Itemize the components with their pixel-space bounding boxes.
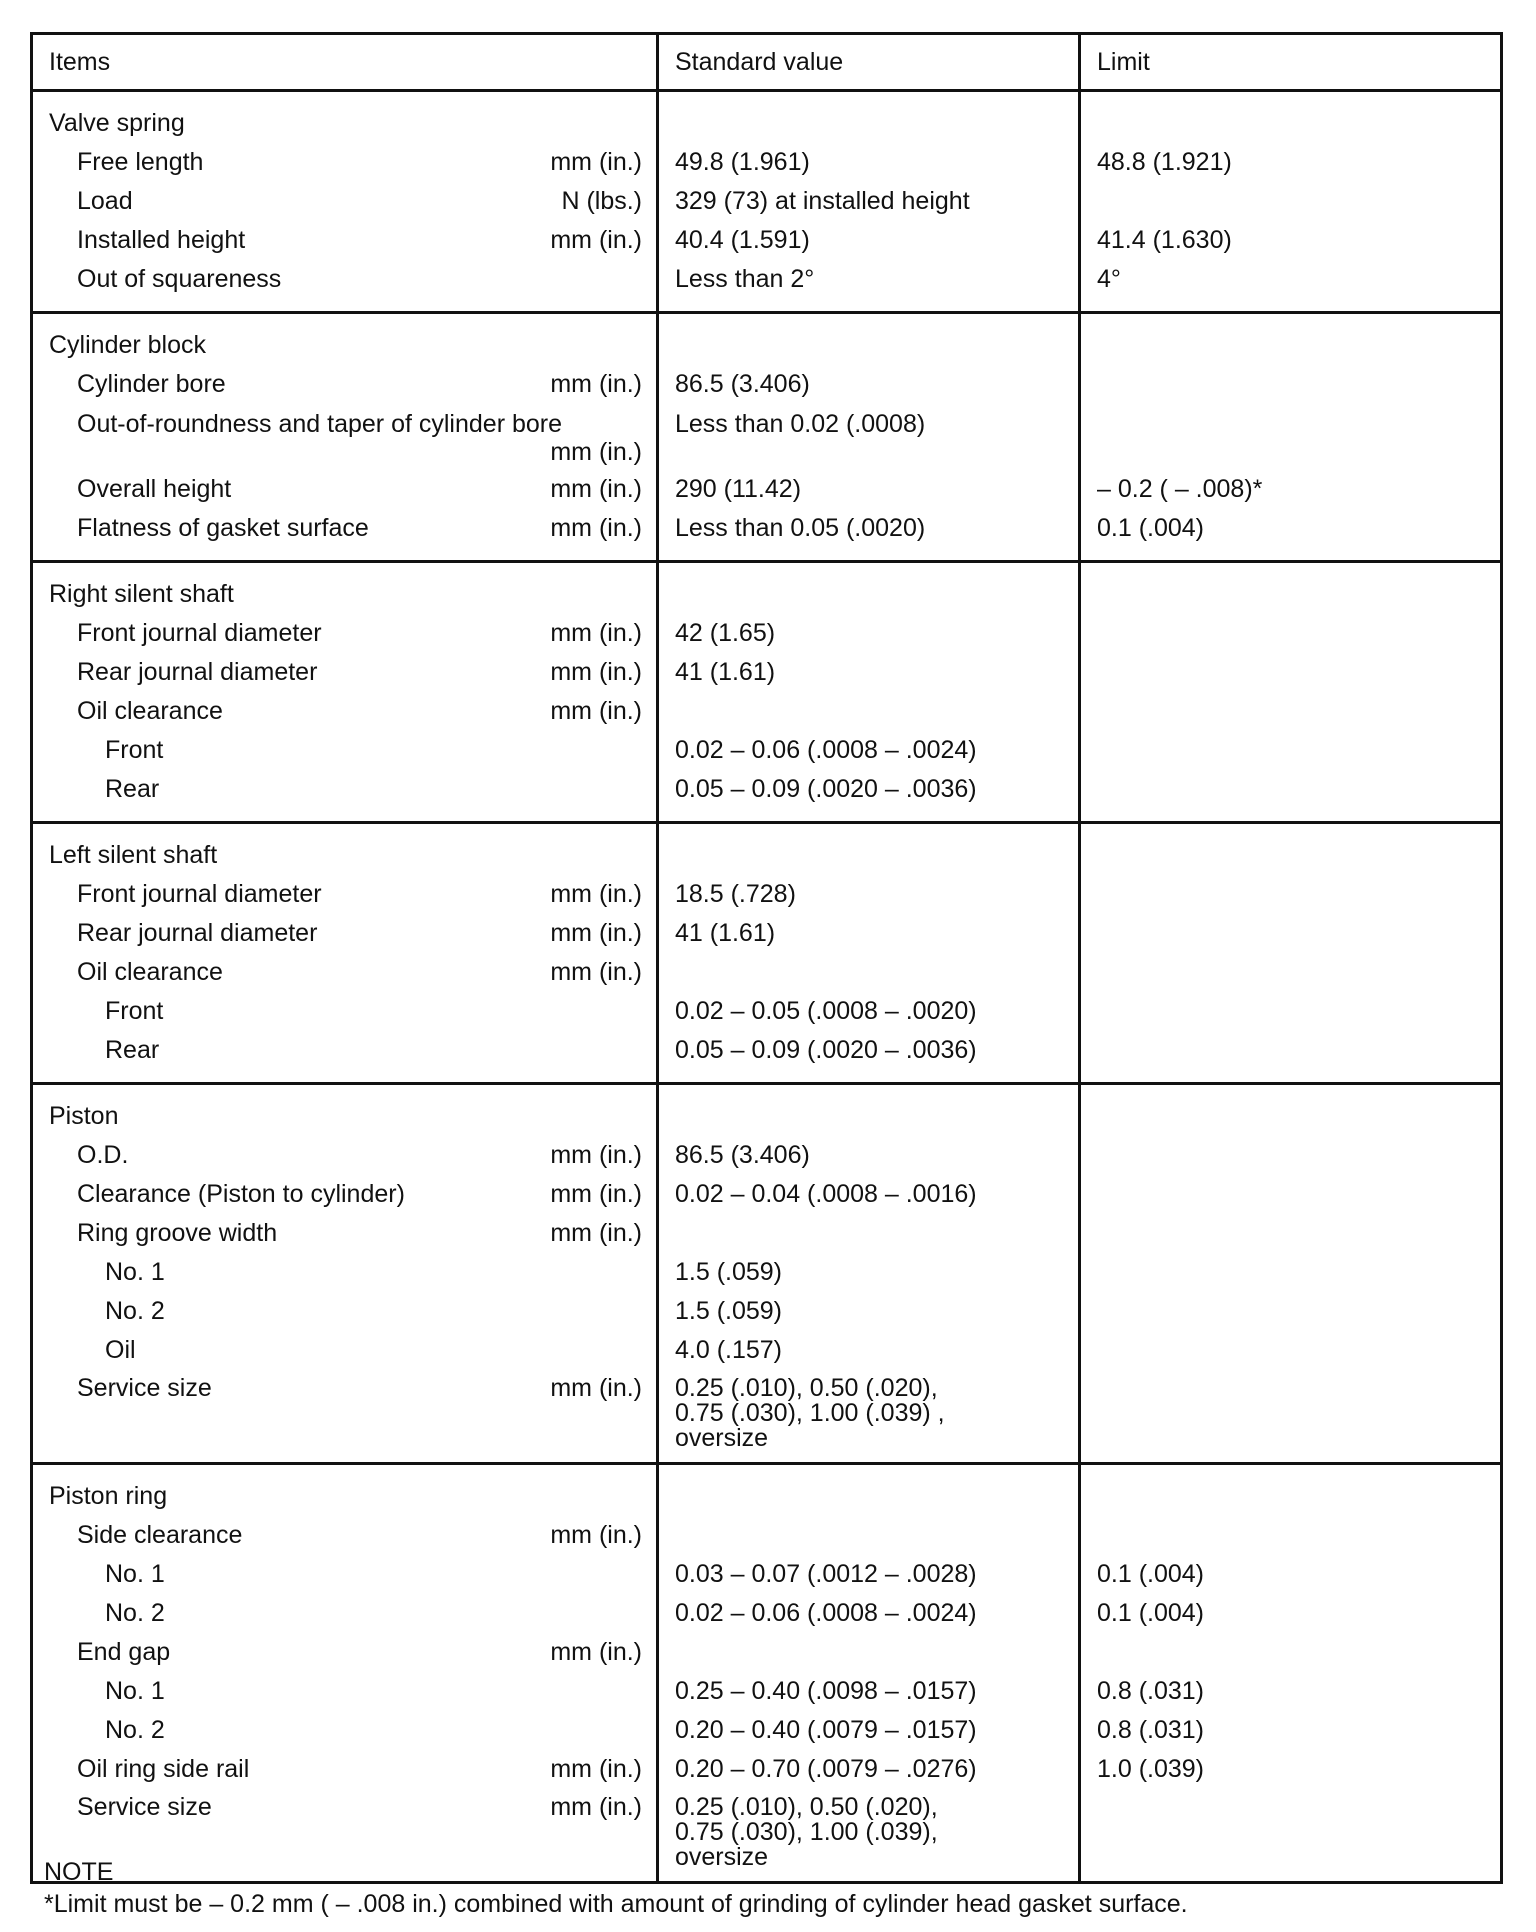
item-row: No. 1 [105,1677,165,1705]
standard-value: 0.02 – 0.06 (.0008 – .0024) [675,1599,977,1627]
standard-value: 42 (1.65) [675,619,776,647]
limit-value [1081,653,1500,692]
standard-value: 4.0 (.157) [675,1336,783,1364]
group-piston [32,1084,1502,1464]
standard-value: 0.25 – 0.40 (.0098 – .0157) [675,1677,977,1705]
item-row: Installed height mm (in.) [77,226,642,254]
items-cell [32,91,658,313]
limit-cell [1080,562,1502,823]
standard-value: 0.02 – 0.04 (.0008 – .0016) [675,1180,977,1208]
standard-value-multiline: 0.25 (.010), 0.50 (.020), 0.75 (.030), 1.00 (.039), oversize [675,1793,938,1871]
standard-value: 0.20 – 0.70 (.0079 – .0276) [675,1755,977,1783]
limit-cell [1080,1464,1502,1883]
limit-value [1081,182,1500,221]
limit-value: 4° [1097,265,1121,293]
standard-value [659,953,1078,992]
standard-value-multiline: 0.25 (.010), 0.50 (.020), 0.75 (.030), 1.00 (.039) , oversize [675,1374,945,1452]
group-title: Valve spring [49,109,185,137]
item-row: Clearance (Piston to cylinder) mm (in.) [77,1180,642,1208]
limit-value: 1.0 (.039) [1097,1755,1205,1783]
items-cell [32,562,658,823]
limit-value [1081,770,1500,809]
standard-cell [658,823,1080,1084]
standard-cell [658,1464,1080,1883]
standard-value [659,692,1078,731]
item-row: Oil ring side rail mm (in.) [77,1755,642,1783]
limit-value [1081,692,1500,731]
standard-value: 329 (73) at installed height [675,187,970,215]
item-row: Rear [105,775,160,803]
item-row: Ring groove width mm (in.) [77,1219,642,1247]
limit-value [1081,365,1500,404]
footnote [44,1856,1188,1920]
limit-value: 0.8 (.031) [1097,1677,1205,1705]
item-row: Flatness of gasket surface mm (in.) [77,514,642,542]
item-row: Side clearance mm (in.) [77,1521,642,1549]
item-row: No. 2 [105,1716,165,1744]
limit-value [1081,1214,1500,1253]
standard-value: 18.5 (.728) [675,880,796,908]
standard-value: 86.5 (3.406) [675,1141,810,1169]
note-heading: NOTE [44,1858,114,1886]
items-cell [32,1084,658,1464]
group-valve-spring [32,91,1502,313]
limit-value [1081,1331,1500,1370]
standard-cell [658,562,1080,823]
item-row: No. 2 [105,1297,165,1325]
standard-cell [658,1084,1080,1464]
group-left-silent-shaft [32,823,1502,1084]
group-right-silent-shaft [32,562,1502,823]
limit-value: 0.1 (.004) [1097,514,1205,542]
item-row: No. 1 [105,1560,165,1588]
standard-cell [658,313,1080,562]
group-title: Piston [49,1102,119,1130]
standard-value: Less than 0.02 (.0008) [675,410,926,438]
limit-value [1081,404,1500,470]
item-row: Service size mm (in.) [77,1374,642,1402]
limit-value [1081,1370,1500,1450]
item-row: Free length mm (in.) [77,148,642,176]
header-limit: Limit [1080,34,1502,91]
limit-cell [1080,823,1502,1084]
limit-cell [1080,313,1502,562]
header-row [32,34,1502,91]
limit-value [1081,1253,1500,1292]
group-title: Cylinder block [49,331,207,359]
limit-cell [1080,91,1502,313]
standard-value: 0.05 – 0.09 (.0020 – .0036) [675,775,977,803]
standard-value [659,1516,1078,1555]
group-title: Left silent shaft [49,841,218,869]
limit-value: 41.4 (1.630) [1097,226,1232,254]
standard-value: 0.20 – 0.40 (.0079 – .0157) [675,1716,977,1744]
limit-value [1081,992,1500,1031]
limit-value [1081,1175,1500,1214]
items-cell [32,823,658,1084]
group-title: Right silent shaft [49,580,234,608]
item-row: Service size mm (in.) [77,1793,642,1821]
header-items: Items [32,34,658,91]
limit-value: 48.8 (1.921) [1097,148,1232,176]
item-row: Overall height mm (in.) [77,475,642,503]
item-row: Oil clearance mm (in.) [77,697,642,725]
standard-value: 49.8 (1.961) [675,148,810,176]
limit-value [1081,1031,1500,1070]
item-row: Rear journal diameter mm (in.) [77,658,642,686]
standard-value: Less than 2° [675,265,815,293]
standard-value: 1.5 (.059) [675,1297,783,1325]
specification-table [30,32,1503,1884]
standard-value: 41 (1.61) [675,658,776,686]
limit-value: 0.1 (.004) [1097,1560,1205,1588]
limit-value [1081,731,1500,770]
item-row: Out of squareness [77,265,282,293]
standard-value: 1.5 (.059) [675,1258,783,1286]
standard-value [659,1633,1078,1672]
item-row: Cylinder bore mm (in.) [77,370,642,398]
limit-value [1081,914,1500,953]
standard-value: 0.03 – 0.07 (.0012 – .0028) [675,1560,977,1588]
standard-value: 0.05 – 0.09 (.0020 – .0036) [675,1036,977,1064]
item-row: Front journal diameter mm (in.) [77,880,642,908]
standard-cell [658,91,1080,313]
standard-value: Less than 0.05 (.0020) [675,514,926,542]
item-row: No. 2 [105,1599,165,1627]
item-row: Load N (lbs.) [77,187,642,215]
limit-cell [1080,1084,1502,1464]
spec-sheet [30,32,1500,1884]
item-row: End gap mm (in.) [77,1638,642,1666]
limit-value: 0.8 (.031) [1097,1716,1205,1744]
item-row: O.D. mm (in.) [77,1141,642,1169]
limit-value: – 0.2 ( – .008)* [1097,475,1263,503]
limit-value [1081,614,1500,653]
standard-value: 86.5 (3.406) [675,370,810,398]
group-cylinder-block [32,313,1502,562]
header-standard-value: Standard value [658,34,1080,91]
item-row: Oil clearance mm (in.) [77,958,642,986]
item-row: Front [105,997,164,1025]
item-row: Rear journal diameter mm (in.) [77,919,642,947]
item-row: Oil [105,1336,136,1364]
standard-value [659,1214,1078,1253]
items-cell [32,313,658,562]
item-row: Front [105,736,164,764]
limit-value [1081,1136,1500,1175]
item-row: Out-of-roundness and taper of cylinder bore mm (in.) [77,410,642,466]
item-row: Front journal diameter mm (in.) [77,619,642,647]
group-piston-ring [32,1464,1502,1883]
limit-value [1081,1292,1500,1331]
standard-value: 41 (1.61) [675,919,776,947]
limit-value [1081,875,1500,914]
limit-value: 0.1 (.004) [1097,1599,1205,1627]
standard-value: 40.4 (1.591) [675,226,810,254]
limit-value [1081,1516,1500,1555]
note-text: *Limit must be – 0.2 mm ( – .008 in.) combined with amount of grinding of cylinder head gasket surface. [44,1890,1188,1918]
limit-value [1081,1633,1500,1672]
group-title: Piston ring [49,1482,168,1510]
limit-value [1081,953,1500,992]
item-row: No. 1 [105,1258,165,1286]
items-cell [32,1464,658,1883]
item-row: Rear [105,1036,160,1064]
standard-value: 0.02 – 0.06 (.0008 – .0024) [675,736,977,764]
standard-value: 0.02 – 0.05 (.0008 – .0020) [675,997,977,1025]
standard-value: 290 (11.42) [675,475,802,503]
